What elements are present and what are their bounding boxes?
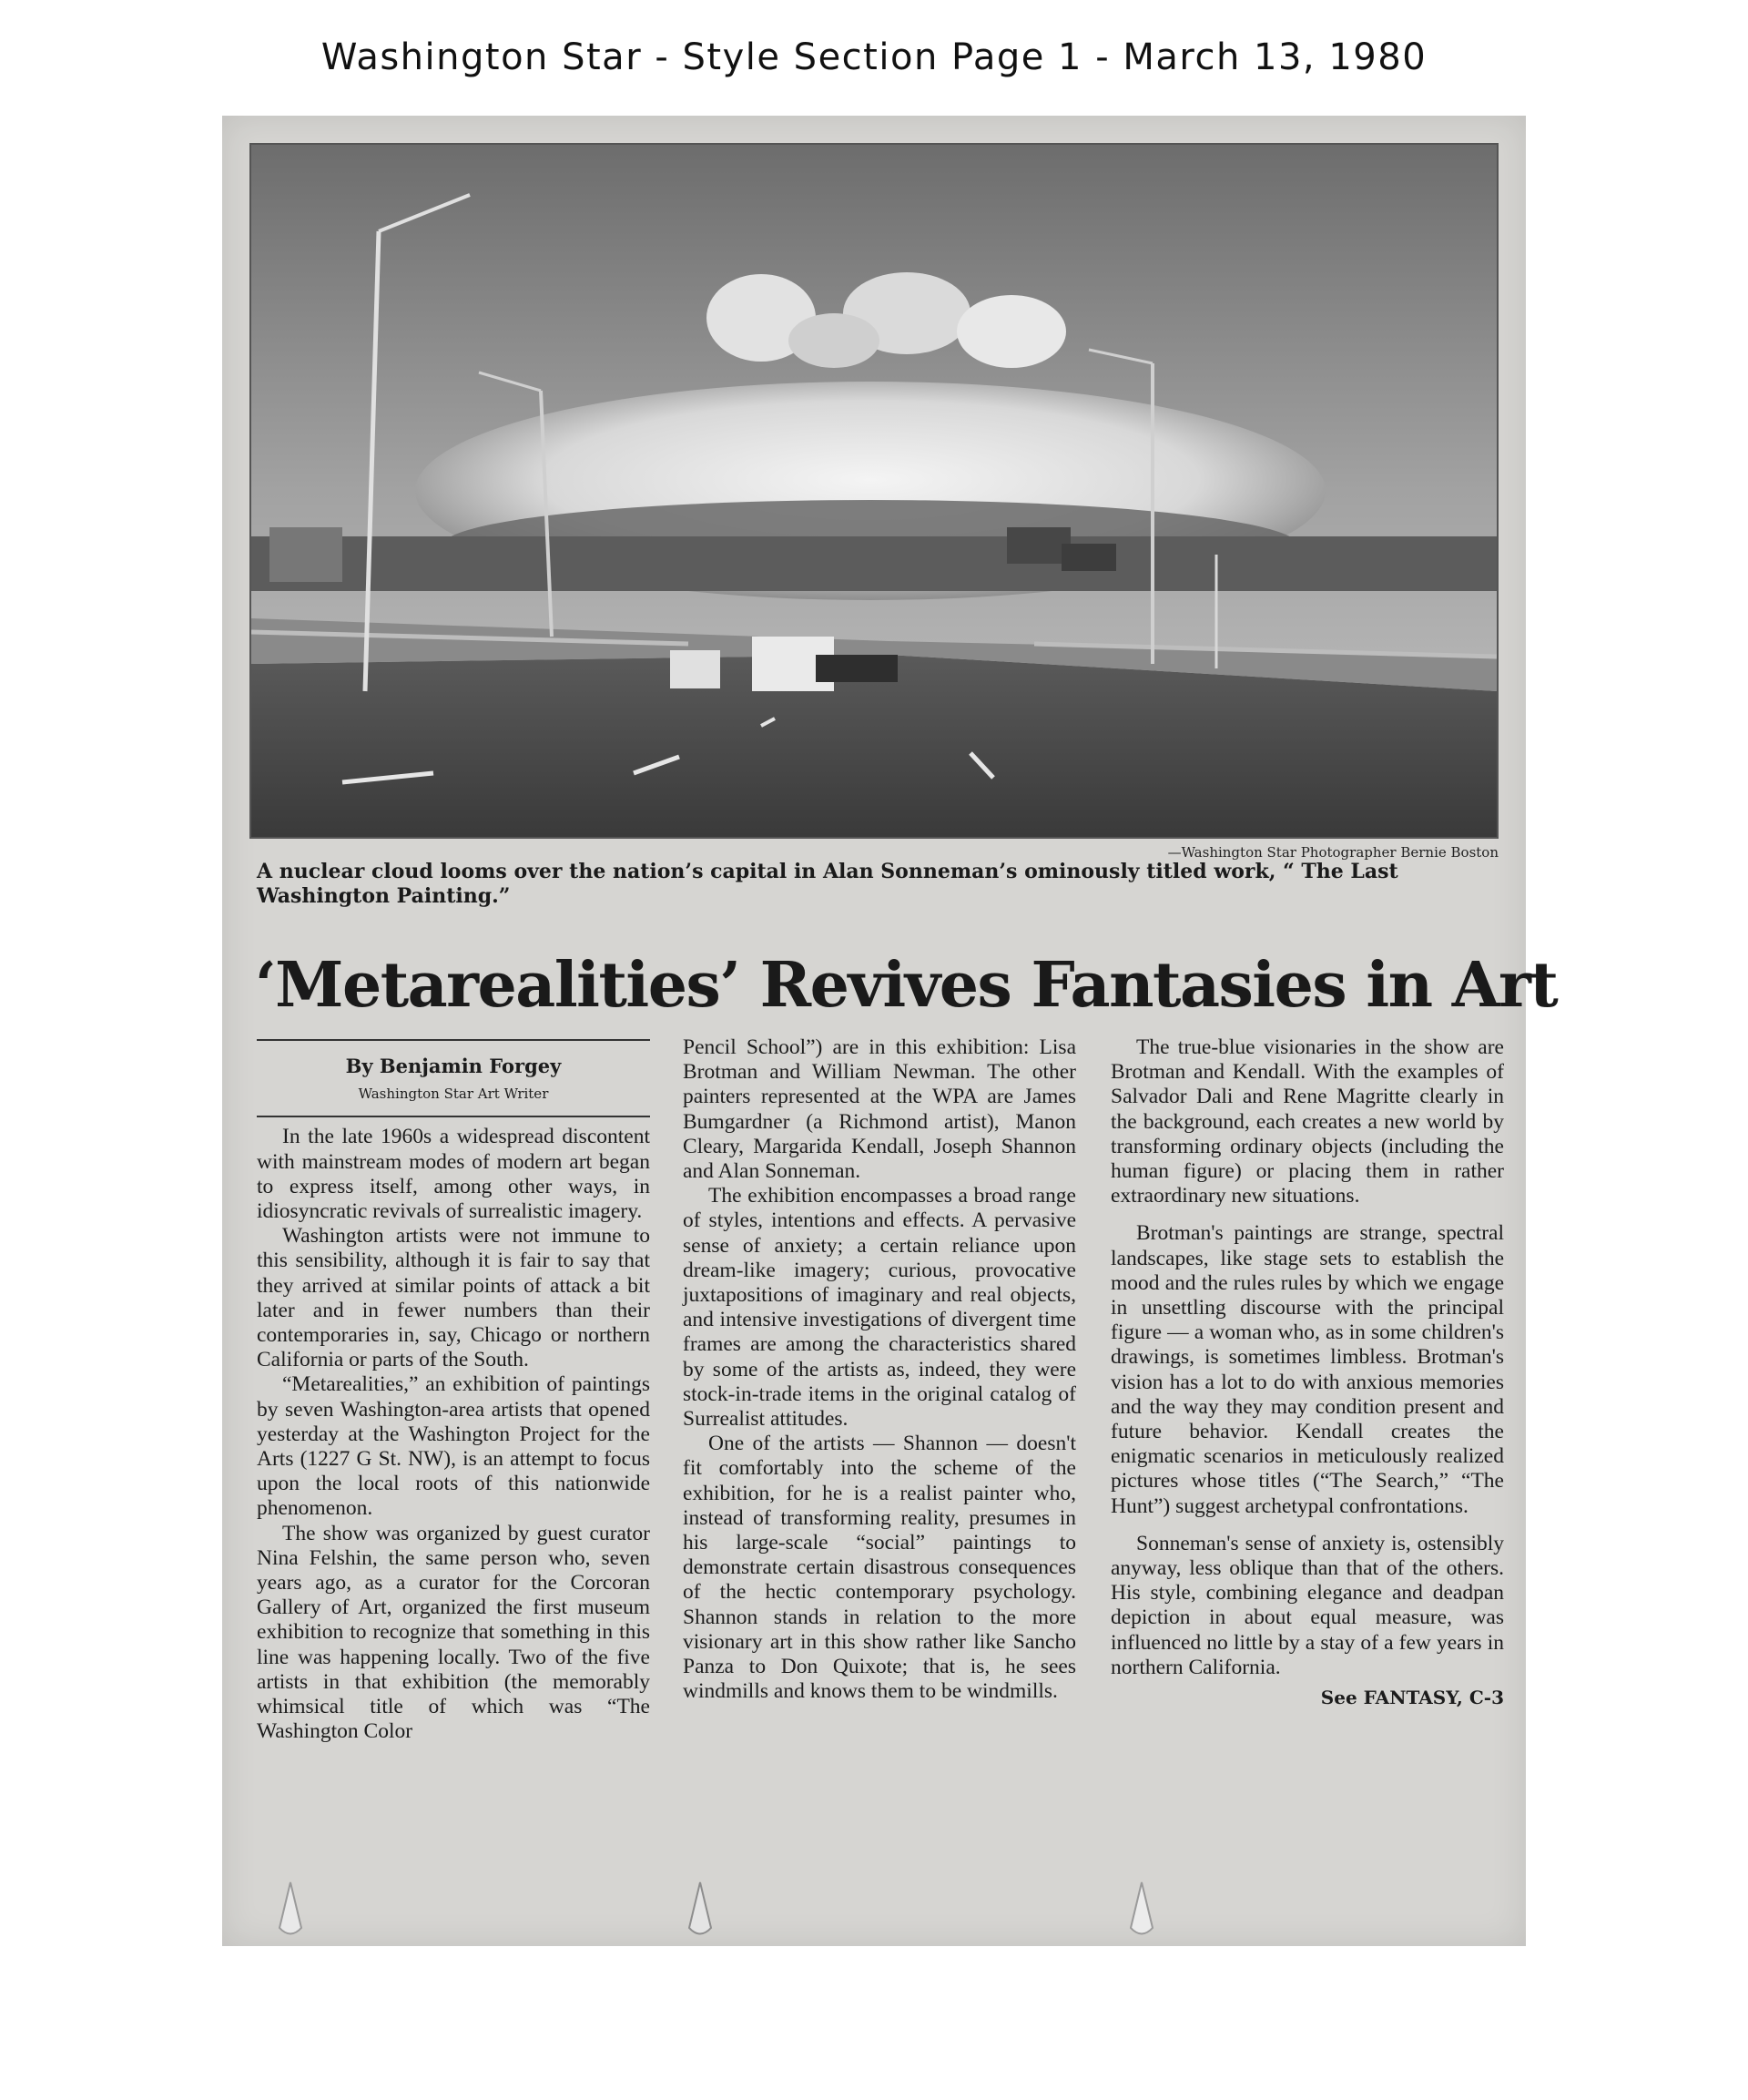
byline-rule-bottom	[257, 1116, 650, 1117]
paragraph: In the late 1960s a widespread discontent with mainstream modes of modern art began to express itself, among other ways, in idiosyncratic revivals of surrealistic imagery.	[257, 1125, 650, 1224]
paragraph: The show was organized by guest curator Nina Felshin, the same person who, seven years ago, as a curator for the Corcoran Gallery of Art, organized the first museum exhibition to recognize that something in this line was happening locally. Two of the five artists in that exhibition (the memorably whimsical title of which was “The Washington Color	[257, 1521, 650, 1744]
headline: ‘Metarealities’ Revives Fantasies in Art	[255, 949, 1558, 1022]
tape-mark-icon	[682, 1878, 718, 1942]
paragraph: The exhibition encompasses a broad range of styles, intentions and effects. A pervasive sense of anxiety; a certain reliance upon dream-like imagery; curious, provocative juxtapositions of imaginary and real objects, and intensive investigations of divergent time frames are among the characteristics shared by some of the artists as, indeed, they were stock-in-trade items in the original catalog of Surrealist attitudes.	[683, 1184, 1076, 1432]
article-column-1	[257, 1035, 650, 1744]
paragraph: Washington artists were not immune to this sensibility, although it is fair to say that they arrived at similar points of attack a bit later and in fewer numbers than their contemporaries in, say, Chicago or northern California or parts of the South.	[257, 1224, 650, 1372]
byline-title: Washington Star Art Writer	[358, 1086, 549, 1103]
paragraph: Sonneman's sense of anxiety is, ostensibly anyway, less oblique than that of the others. His style, combining elegance and deadpan depiction in about equal measure, was influenced no little by a stay of a few years in northern California.	[1111, 1531, 1504, 1679]
page-caption: Washington Star - Style Section Page 1 - March 13, 1980	[320, 36, 1428, 78]
tape-mark-icon	[272, 1878, 309, 1942]
byline-rule-top	[257, 1039, 650, 1041]
newspaper-clipping	[222, 116, 1558, 1946]
continuation-jump: See FANTASY, C-3	[1320, 1687, 1504, 1709]
article-column-3	[1111, 1035, 1504, 1710]
article-column-2	[683, 1035, 1076, 1704]
tape-mark-icon	[1123, 1878, 1160, 1942]
photo-credit: —Washington Star Photographer Bernie Boston	[1167, 844, 1499, 861]
paragraph: One of the artists — Shannon — doesn't fit comfortably into the scheme of the exhibition, for he is a realist painter who, instead of transforming reality, presumes in his large-scale “social” paintings to demonstrate certain disastrous consequences of the hectic contemporary psychology. Shannon stands in relation to the more visionary art in this show rather like Sancho Panza to Don Quixote; that is, he sees windmills and knows them to be windmills.	[683, 1432, 1076, 1704]
photo-last-washington-painting	[249, 143, 1499, 839]
paragraph: The true-blue visionaries in the show are Brotman and Kendall. With the examples of Salvador Dali and Rene Magritte clearly in the background, each creates a new world by transforming ordinary objects (including the human figure) or placing them in rather extraordinary new situations.	[1111, 1035, 1504, 1208]
paragraph: Pencil School”) are in this exhibition: Lisa Brotman and William Newman. The other painters represented at the WPA are James Bumgardner (a Richmond artist), Manon Cleary, Margarida Kendall, Joseph Shannon and Alan Sonneman.	[683, 1035, 1076, 1184]
paragraph: “Metarealities,” an exhibition of paintings by seven Washington-area artists that opened yesterday at the Washington Project for the Arts (1227 G St. NW), is an attempt to focus upon the local roots of this nationwide phenomenon.	[257, 1372, 650, 1521]
photo-caption: A nuclear cloud looms over the nation’s capital in Alan Sonneman’s ominously titled work, “ The Last Washington Painting.”	[257, 860, 1398, 908]
paragraph: Brotman's paintings are strange, spectral landscapes, like stage sets to establish the mood and the rules rules by which we engage in unsettling discourse with the principal figure — a woman who, as in some children's drawings, is sometimes limbless. Brotman's vision has a lot to do with anxious memories and the way they may condition present and future behavior. Kendall creates the enigmatic scenarios in meticulously realized pictures whose titles (“The Search,” “The Hunt”) suggest archetypal confrontations.	[1111, 1221, 1504, 1518]
byline-name: By Benjamin Forgey	[345, 1055, 562, 1077]
